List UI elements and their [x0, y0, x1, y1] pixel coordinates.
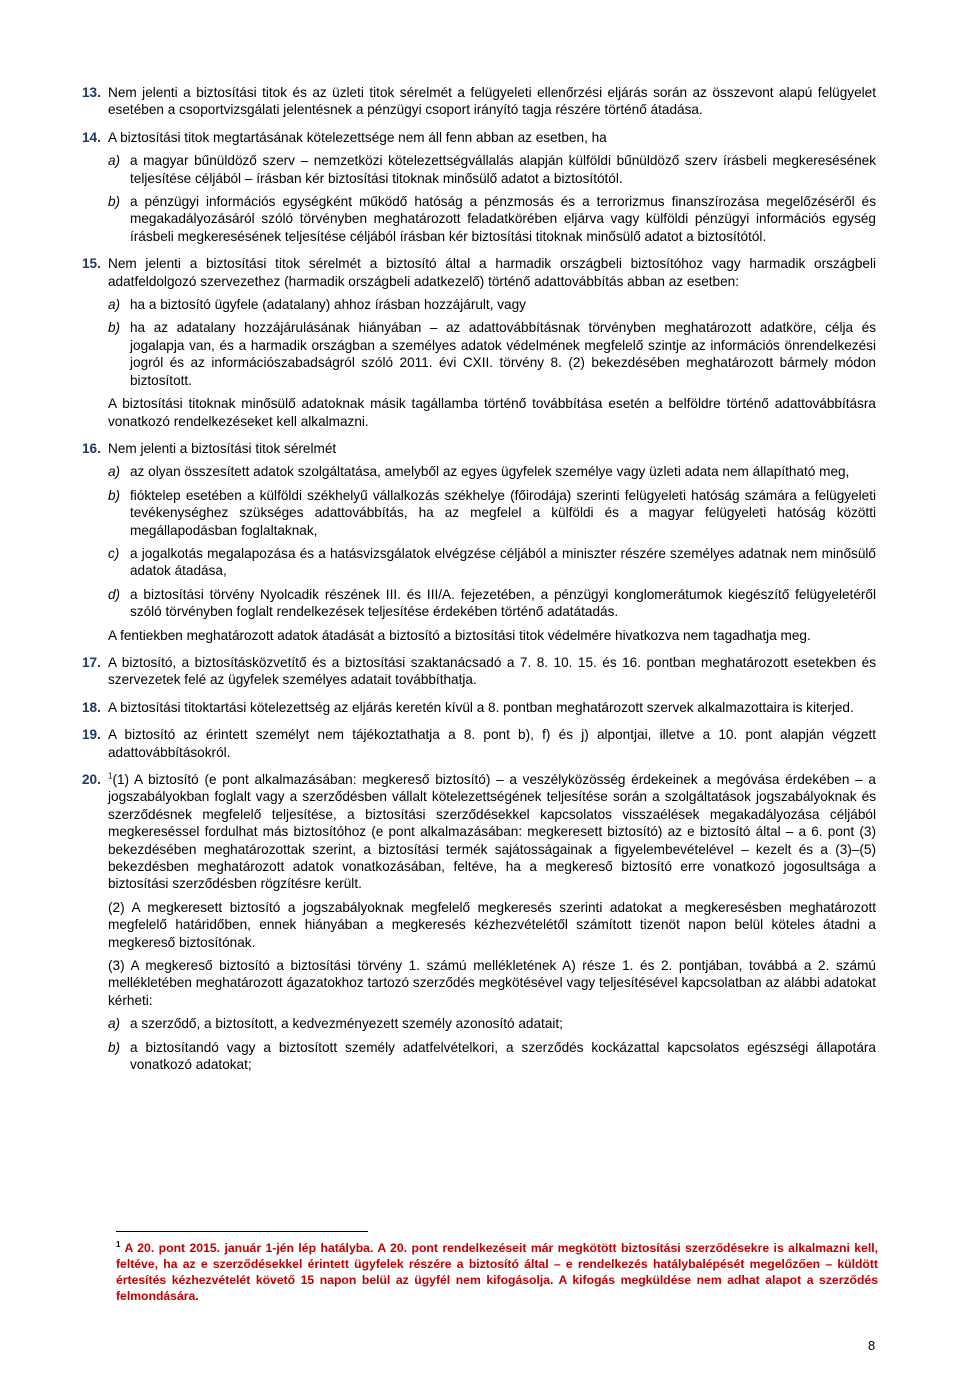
list-item-label: a)	[108, 464, 121, 480]
document-body	[82, 84, 876, 1084]
paragraph-16	[82, 440, 876, 644]
list-item	[108, 1039, 876, 1074]
list-item-text: a biztosítási törvény Nyolcadik részének III. és III/A. fejezetében, a pénzügyi konglomerátumok kiegészítő felügyeletéről szóló törvényben foglalt rendelkezések teljesítése érdekében történő adatátadás.	[130, 586, 876, 620]
list-item-label: a)	[108, 297, 121, 313]
paragraph-number: 14.	[82, 129, 101, 145]
list-item-label: c)	[108, 545, 120, 561]
footnote-text: A 20. pont 2015. január 1-jén lép hatályba. A 20. pont rendelkezéseit már megkötött biztosítási szerződésekre is alkalmazni kell, feltéve, ha az e szerződésekkel érintett ügyfelek részére a biztosító által – e rendelkezés hatálybalépését megelőzően – küldött értesítés kézhezvételét követő 15 napon belül az ügyfél nem kifogásolja. A kifogás megküldése nem adhat alapot a szerződés felmondására.	[116, 1241, 878, 1303]
paragraph-text: A biztosítási titoktartási kötelezettség az eljárás keretén kívül a 8. pontban meghatározott szervek alkalmazottaira is kiterjed.	[108, 699, 854, 715]
list-item-text: a magyar bűnüldöző szerv – nemzetközi kötelezettségvállalás alapján külföldi bűnüldöző szerv írásbeli megkeresésének teljesítése céljából – írásban kér biztosítási titoknak minősülő adatot a biztosítótól.	[130, 153, 876, 186]
paragraph-text: A biztosító az érintett személyt nem tájékoztathatja a 8. pont b), f) és j) alpontjai, illetve a 10. pont alapján végzett adattovábbításokról.	[108, 727, 876, 760]
footnote	[116, 1240, 878, 1304]
paragraph-13	[82, 84, 876, 119]
paragraph-text: A biztosítási titok megtartásának kötelezettsége nem áll fenn abban az esetben, ha	[108, 129, 607, 145]
footnote-marker: 1	[116, 1239, 121, 1249]
paragraph-19	[82, 726, 876, 761]
list-item	[108, 463, 876, 480]
list-item-label: b)	[108, 194, 121, 210]
list-item-label: a)	[108, 153, 121, 169]
paragraph-number: 20.	[82, 772, 101, 787]
list-item-label: d)	[108, 586, 121, 602]
paragraph-18	[82, 699, 876, 716]
list-item	[108, 1015, 876, 1032]
footnote-reference[interactable]: 1	[108, 771, 113, 781]
list-item-text: a biztosítandó vagy a biztosított személy adatfelvételkori, a szerződés kockázattal kapcsolatos egészségi állapotára vonatkozó adatokat;	[130, 1039, 876, 1073]
list-item-label: b)	[108, 320, 121, 336]
paragraph-number: 18.	[82, 699, 101, 715]
list-item-label: a)	[108, 1016, 121, 1032]
paragraph-number: 15.	[82, 256, 101, 272]
list-item-label: b)	[108, 487, 121, 503]
paragraph-text: Nem jelenti a biztosítási titok sérelmét	[108, 440, 337, 456]
page-number: 8	[868, 1338, 876, 1353]
list-item	[108, 545, 876, 580]
paragraph-15	[82, 255, 876, 430]
list-item-text: a jogalkotás megalapozása és a hatásvizsgálatok elvégzése céljából a miniszter részére személyes adatnak nem minősülő adatok átadása,	[130, 545, 876, 579]
list-item-text: a pénzügyi információs egységként működő hatóság a pénzmosás és a terrorizmus finanszírozása megelőzéséről és megakadályozásáról szóló törvényben meghatározott feladatkörében eljárva vagy külföldi pénzügyi információs egység írásbeli megkeresésének teljesítése céljából írásban kér biztosítási titoknak minősülő adatot a biztosítótól.	[130, 194, 876, 244]
list-item	[108, 193, 876, 245]
list-item-label: b)	[108, 1039, 121, 1055]
list-item	[108, 319, 876, 389]
paragraph-text	[108, 771, 876, 893]
list-item-text: az olyan összesített adatok szolgáltatása, amelyből az egyes ügyfelek személye vagy üzleti adata nem állapítható meg,	[130, 464, 850, 480]
list-item	[108, 152, 876, 187]
list-item	[108, 586, 876, 621]
list-item-text: ha az adatalany hozzájárulásának hiányában – az adattovábbításnak törvényben meghatározott adatköre, célja és jogalapja van, és a harmadik országban a személyes adatok védelmének megfelelő szintje az információs önrendelkezési jogról és az információszabadságról szóló 2011. évi CXII. törvény 8. (2) bekezdésében meghatározott bármely módon biztosított.	[130, 320, 876, 388]
list-item	[108, 487, 876, 539]
footnote-separator	[116, 1231, 368, 1232]
list-item-text: ha a biztosító ügyfele (adatalany) ahhoz írásban hozzájárult, vagy	[130, 297, 526, 313]
paragraph-text: A biztosító, a biztosításközvetítő és a biztosítási szaktanácsadó a 7. 8. 10. 15. és 16. pontban meghatározott esetekben és szervezetek felé az ügyfelek személyes adatait továbbíthatja.	[108, 654, 876, 688]
paragraph-subsection-3: (3) A megkereső biztosító a biztosítási törvény 1. számú mellékletének A) része 1. és 2. pontjában, továbbá a 2. számú mellékletében meghatározott ágazatokhoz tartozó szerződés megkötésével vagy teljesítésével kapcsolatban az alábbi adatokat kérheti:	[108, 958, 876, 1008]
paragraph-closing-text: A fentiekben meghatározott adatok átadását a biztosító a biztosítási titok védelmére hivatkozva nem tagadhatja meg.	[108, 627, 811, 643]
list-item-text: a szerződő, a biztosított, a kedvezményezett személy azonosító adatait;	[130, 1016, 563, 1032]
paragraph-number: 17.	[82, 654, 101, 670]
paragraph-17	[82, 654, 876, 689]
paragraph-closing-text: A biztosítási titoknak minősülő adatoknak másik tagállamba történő továbbítása esetén a belföldre történő adattovábbításra vonatkozó rendelkezéseket kell alkalmazni.	[108, 396, 876, 429]
list-item	[108, 296, 876, 313]
paragraph-number: 16.	[82, 440, 101, 456]
paragraph-text: Nem jelenti a biztosítási titok sérelmét a biztosító által a harmadik országbeli biztosítóhoz vagy harmadik országbeli adatfeldolgozó szervezethez (harmadik országbeli adatkezelő) történő adattovábbítás abban az esetben:	[108, 256, 876, 289]
paragraph-20	[82, 771, 876, 1074]
paragraph-number: 13.	[82, 85, 101, 100]
paragraph-subsection-1: (1) A biztosító (e pont alkalmazásában: megkereső biztosító) – a veszélyközösség érdekeinek a megóvása érdekében – a jogszabályokban foglalt vagy a szerződésben vállalt kötelezettségének teljesítése során a szolgáltatások jogszabályoknak és szerződésnek megfelelő teljesítése, a biztosítási szerződésekkel kapcsolatos visszaélések megakadályozása céljából megkereséssel fordulhat más biztosítóhoz (e pont alkalmazásában: megkeresett biztosító) az e biztosító által – a 6. pont (3) bekezdésében meghatározottak szerint, a biztosítási termék sajátosságainak a figyelembevételével – kezelt és a (3)–(5) bekezdésben meghatározott adatok vonatkozásában, feltéve, ha a megkereső biztosító erre vonatkozó jogosultsága a biztosítási szerződésben rögzítésre került.	[108, 772, 876, 892]
paragraph-text: Nem jelenti a biztosítási titok és az üzleti titok sérelmét a felügyeleti ellenőrzési eljárás során az összevont alapú felügyelet esetében a csoportvizsgálati jelentésnek a pénzügyi csoport irányító tagja részére történő átadása.	[108, 85, 876, 118]
paragraph-14	[82, 129, 876, 245]
paragraph-subsection-2: (2) A megkeresett biztosító a jogszabályoknak megfelelő megkeresés szerinti adatokat a megkeresésben meghatározott megfelelő határidőben, ennek hiányában a megkeresés kézhezvételétől számított tizenöt napon belül köteles átadni a megkereső biztosítónak.	[108, 899, 876, 950]
paragraph-number: 19.	[82, 727, 101, 743]
list-item-text: fióktelep esetében a külföldi székhelyű vállalkozás székhelye (főirodája) szerinti felügyeleti hatóság számára a felügyeleti tevékenységhez szükséges adattovábbítás, ha az megfelel a külföldi és a magyar felügyeleti hatóság közötti megállapodásban foglaltaknak,	[130, 487, 876, 538]
